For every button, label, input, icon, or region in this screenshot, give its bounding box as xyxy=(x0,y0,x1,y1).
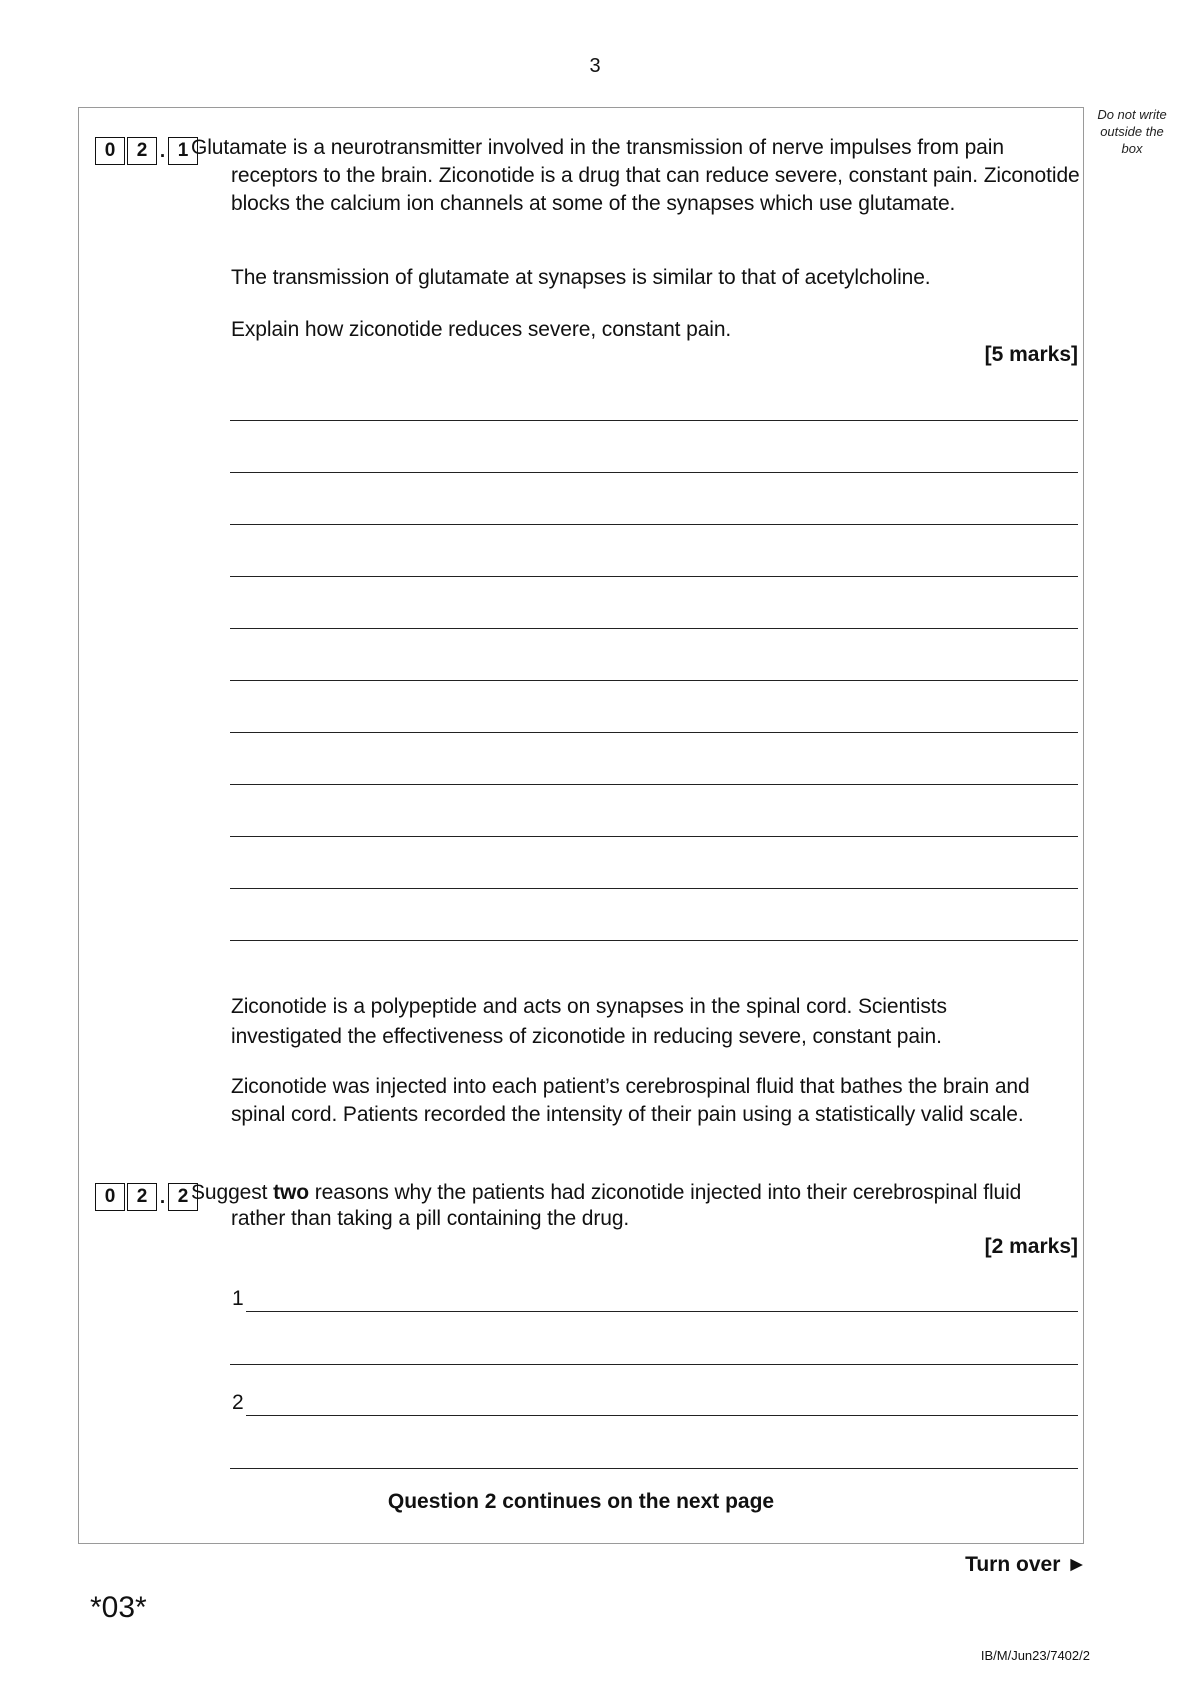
q022-prompt-end: reasons why the patients had ziconotide injected into their cerebrospinal fluid rather than taking a pill containing the drug. xyxy=(231,1181,1022,1230)
answer-line[interactable] xyxy=(230,628,1078,629)
q021-para3: Explain how ziconotide reduces severe, constant pain. xyxy=(231,318,732,341)
numbered-answer-line-1[interactable] xyxy=(230,1286,1078,1312)
answer-line[interactable] xyxy=(230,784,1078,785)
q021-para2: The transmission of glutamate at synapses is similar to that of acetylcholine. xyxy=(231,266,931,289)
q021-para1 xyxy=(191,134,1081,218)
q021-para1-text: Glutamate is a neurotransmitter involved in the transmission of nerve impulses from pain receptors to the brain. Ziconotide is a drug that can reduce severe, constant pain. Ziconotide blocks the calcium ion channels at some of the synapses which use glutamate. xyxy=(191,136,1080,215)
question-digit: 1 xyxy=(168,137,198,165)
answer-line[interactable] xyxy=(246,1415,1078,1416)
answer-line[interactable] xyxy=(230,732,1078,733)
answer-line[interactable] xyxy=(230,576,1078,577)
q022-prompt xyxy=(191,1180,1081,1232)
answer-line[interactable] xyxy=(230,472,1078,473)
q022-prompt-bold: two xyxy=(273,1181,309,1204)
answer-number-label: 2 xyxy=(232,1391,244,1414)
q022-marks: [2 marks] xyxy=(984,1235,1078,1258)
answer-line[interactable] xyxy=(230,888,1078,889)
answer-line[interactable] xyxy=(230,524,1078,525)
question-number-02-1 xyxy=(95,137,198,165)
context-para1: Ziconotide is a polypeptide and acts on synapses in the spinal cord. Scientists investigated the effectiveness of ziconotide in reducing severe, constant pain. xyxy=(231,995,947,1048)
answer-line[interactable] xyxy=(230,680,1078,681)
question-dot: . xyxy=(159,1187,166,1208)
question-digit: 0 xyxy=(95,137,125,165)
question-digit: 2 xyxy=(127,1183,157,1211)
question-digit: 2 xyxy=(168,1183,198,1211)
answer-line[interactable] xyxy=(230,836,1078,837)
document-reference: IB/M/Jun23/7402/2 xyxy=(980,1648,1090,1663)
question-digit: 0 xyxy=(95,1183,125,1211)
numbered-answer-line-2[interactable] xyxy=(230,1390,1078,1416)
answer-line[interactable] xyxy=(230,940,1078,941)
question-dot: . xyxy=(159,141,166,162)
q022-prompt-start: Suggest xyxy=(191,1181,268,1204)
turn-over-label: Turn over ► xyxy=(965,1553,1087,1576)
answer-line[interactable] xyxy=(230,420,1078,421)
context-para2: Ziconotide was injected into each patient’s cerebrospinal fluid that bathes the brain and spinal cord. Patients recorded the intensity of their pain using a statistically valid scale. xyxy=(231,1075,1030,1126)
q021-marks: [5 marks] xyxy=(984,343,1078,366)
question-number-02-2 xyxy=(95,1183,198,1211)
continue-note: Question 2 continues on the next page xyxy=(387,1490,775,1513)
answer-number-label: 1 xyxy=(232,1287,244,1310)
margin-note: Do not write outside the box xyxy=(1097,107,1167,156)
page-number: 3 xyxy=(589,55,601,77)
answer-line[interactable] xyxy=(230,1468,1078,1469)
answer-line[interactable] xyxy=(230,1364,1078,1365)
answer-line[interactable] xyxy=(246,1311,1078,1312)
page-code: *03* xyxy=(90,1591,147,1624)
question-digit: 2 xyxy=(127,137,157,165)
